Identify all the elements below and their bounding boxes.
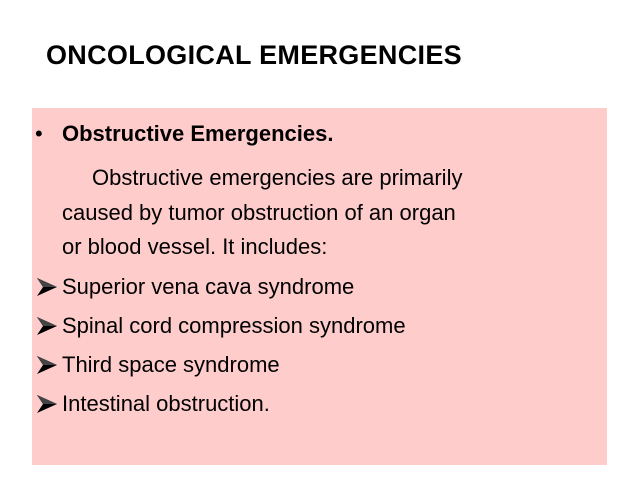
list-item (35, 350, 280, 380)
list-item (35, 272, 354, 302)
list-item (35, 389, 270, 419)
bullet-dot: • (35, 121, 43, 146)
list-item-label: Superior vena cava syndrome (62, 274, 355, 299)
list-item-label: Third space syndrome (62, 352, 280, 377)
paragraph-line-2: caused by tumor obstruction of an organ (62, 200, 456, 225)
arrowhead-bullet-icon (35, 315, 60, 337)
arrowhead-bullet-icon (35, 393, 60, 415)
list-item-label: Spinal cord compression syndrome (62, 313, 406, 338)
list-item-label: Intestinal obstruction. (62, 391, 270, 416)
section-heading: Obstructive Emergencies. (62, 121, 334, 146)
arrowhead-bullet-icon (35, 354, 60, 376)
arrowhead-bullet-icon (35, 276, 60, 298)
paragraph-line-3: or blood vessel. It includes: (62, 234, 328, 259)
slide-title: ONCOLOGICAL EMERGENCIES (46, 40, 462, 70)
list-item (35, 311, 406, 341)
paragraph-line-1: Obstructive emergencies are primarily (92, 165, 463, 190)
